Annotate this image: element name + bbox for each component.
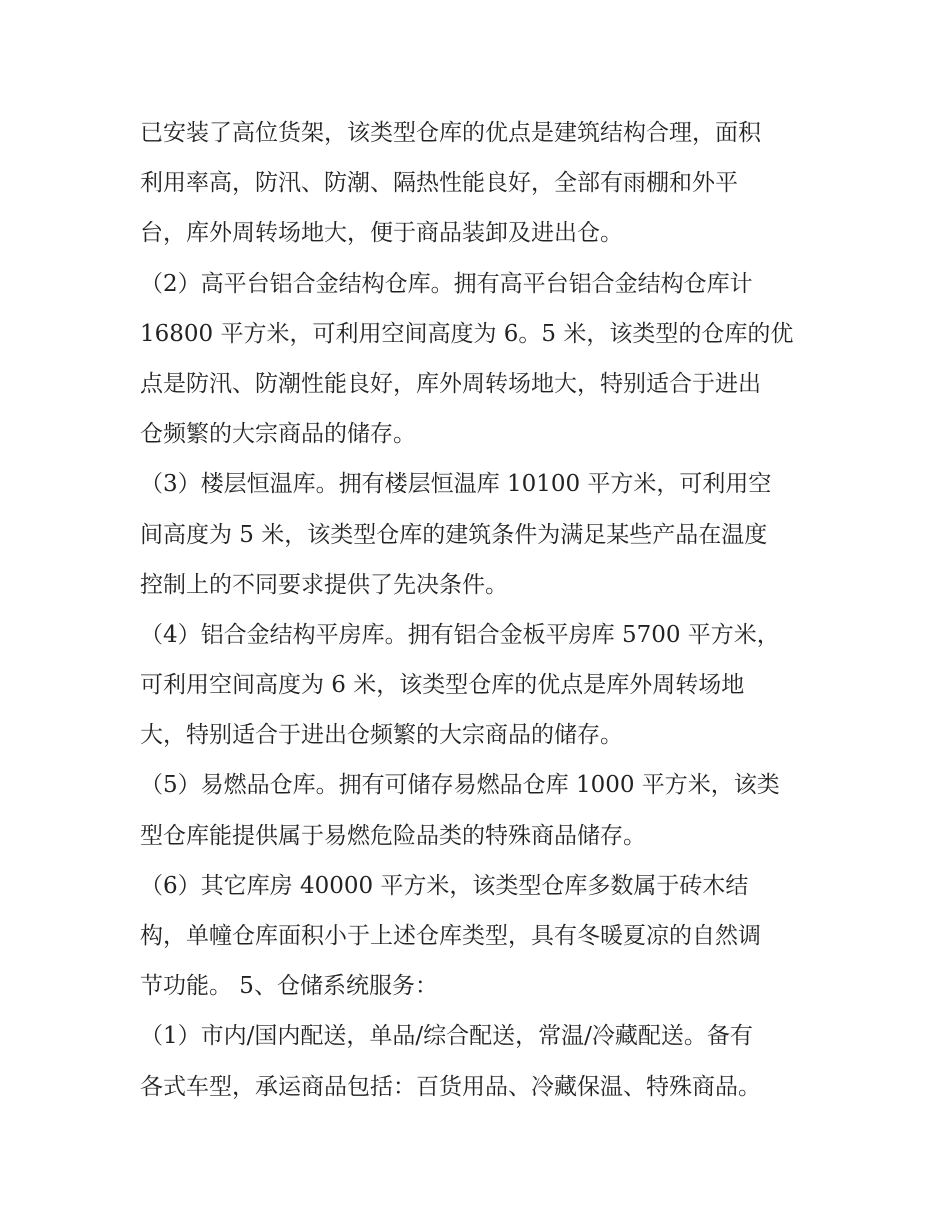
text-line: （2）高平台铝合金结构仓库。拥有高平台铝合金结构仓库计: [140, 270, 753, 297]
text-line: 间高度为 5 米，该类型仓库的建筑条件为满足某些产品在温度: [140, 521, 768, 548]
text-line: （1）市内/国内配送，单品/综合配送，常温/冷藏配送。备有: [140, 1023, 753, 1050]
text-line: 可利用空间高度为 6 米，该类型仓库的优点是库外周转场地: [140, 672, 745, 699]
text-line: 型仓库能提供属于易燃危险品类的特殊商品储存。: [140, 822, 646, 849]
text-line: 大，特别适合于进出仓频繁的大宗商品的储存。: [140, 722, 623, 749]
document-body: [140, 108, 820, 1112]
text-line: 节功能。 5、仓储系统服务：: [140, 973, 438, 1000]
text-line: 台，库外周转场地大，便于商品装卸及进出仓。: [140, 220, 623, 247]
text-line: 已安装了高位货架，该类型仓库的优点是建筑结构合理，面积: [140, 120, 761, 146]
text-line: 点是防汛、防潮性能良好，库外周转场地大，特别适合于进出: [140, 370, 761, 397]
text-line: （5）易燃品仓库。拥有可储存易燃品仓库 1000 平方米，该类: [140, 772, 780, 799]
text-line: （3）楼层恒温库。拥有楼层恒温库 10100 平方米，可利用空: [140, 471, 772, 498]
text-line: （4）铝合金结构平房库。拥有铝合金板平房库 5700 平方米，: [140, 621, 780, 648]
text-line: 利用率高，防汛、防潮、隔热性能良好，全部有雨棚和外平: [140, 170, 738, 197]
text-line: （6）其它库房 40000 平方米，该类型仓库多数属于砖木结: [140, 872, 749, 899]
text-line: 各式车型，承运商品包括：百货用品、冷藏保温、特殊商品。: [140, 1073, 761, 1100]
text-line: 控制上的不同要求提供了先决条件。: [140, 571, 508, 598]
text-line: 16800 平方米，可利用空间高度为 6。5 米，该类型的仓库的优: [140, 320, 794, 347]
text-line: 仓频繁的大宗商品的储存。: [140, 421, 416, 448]
text-line: 构，单幢仓库面积小于上述仓库类型，具有冬暖夏凉的自然调: [140, 923, 761, 949]
